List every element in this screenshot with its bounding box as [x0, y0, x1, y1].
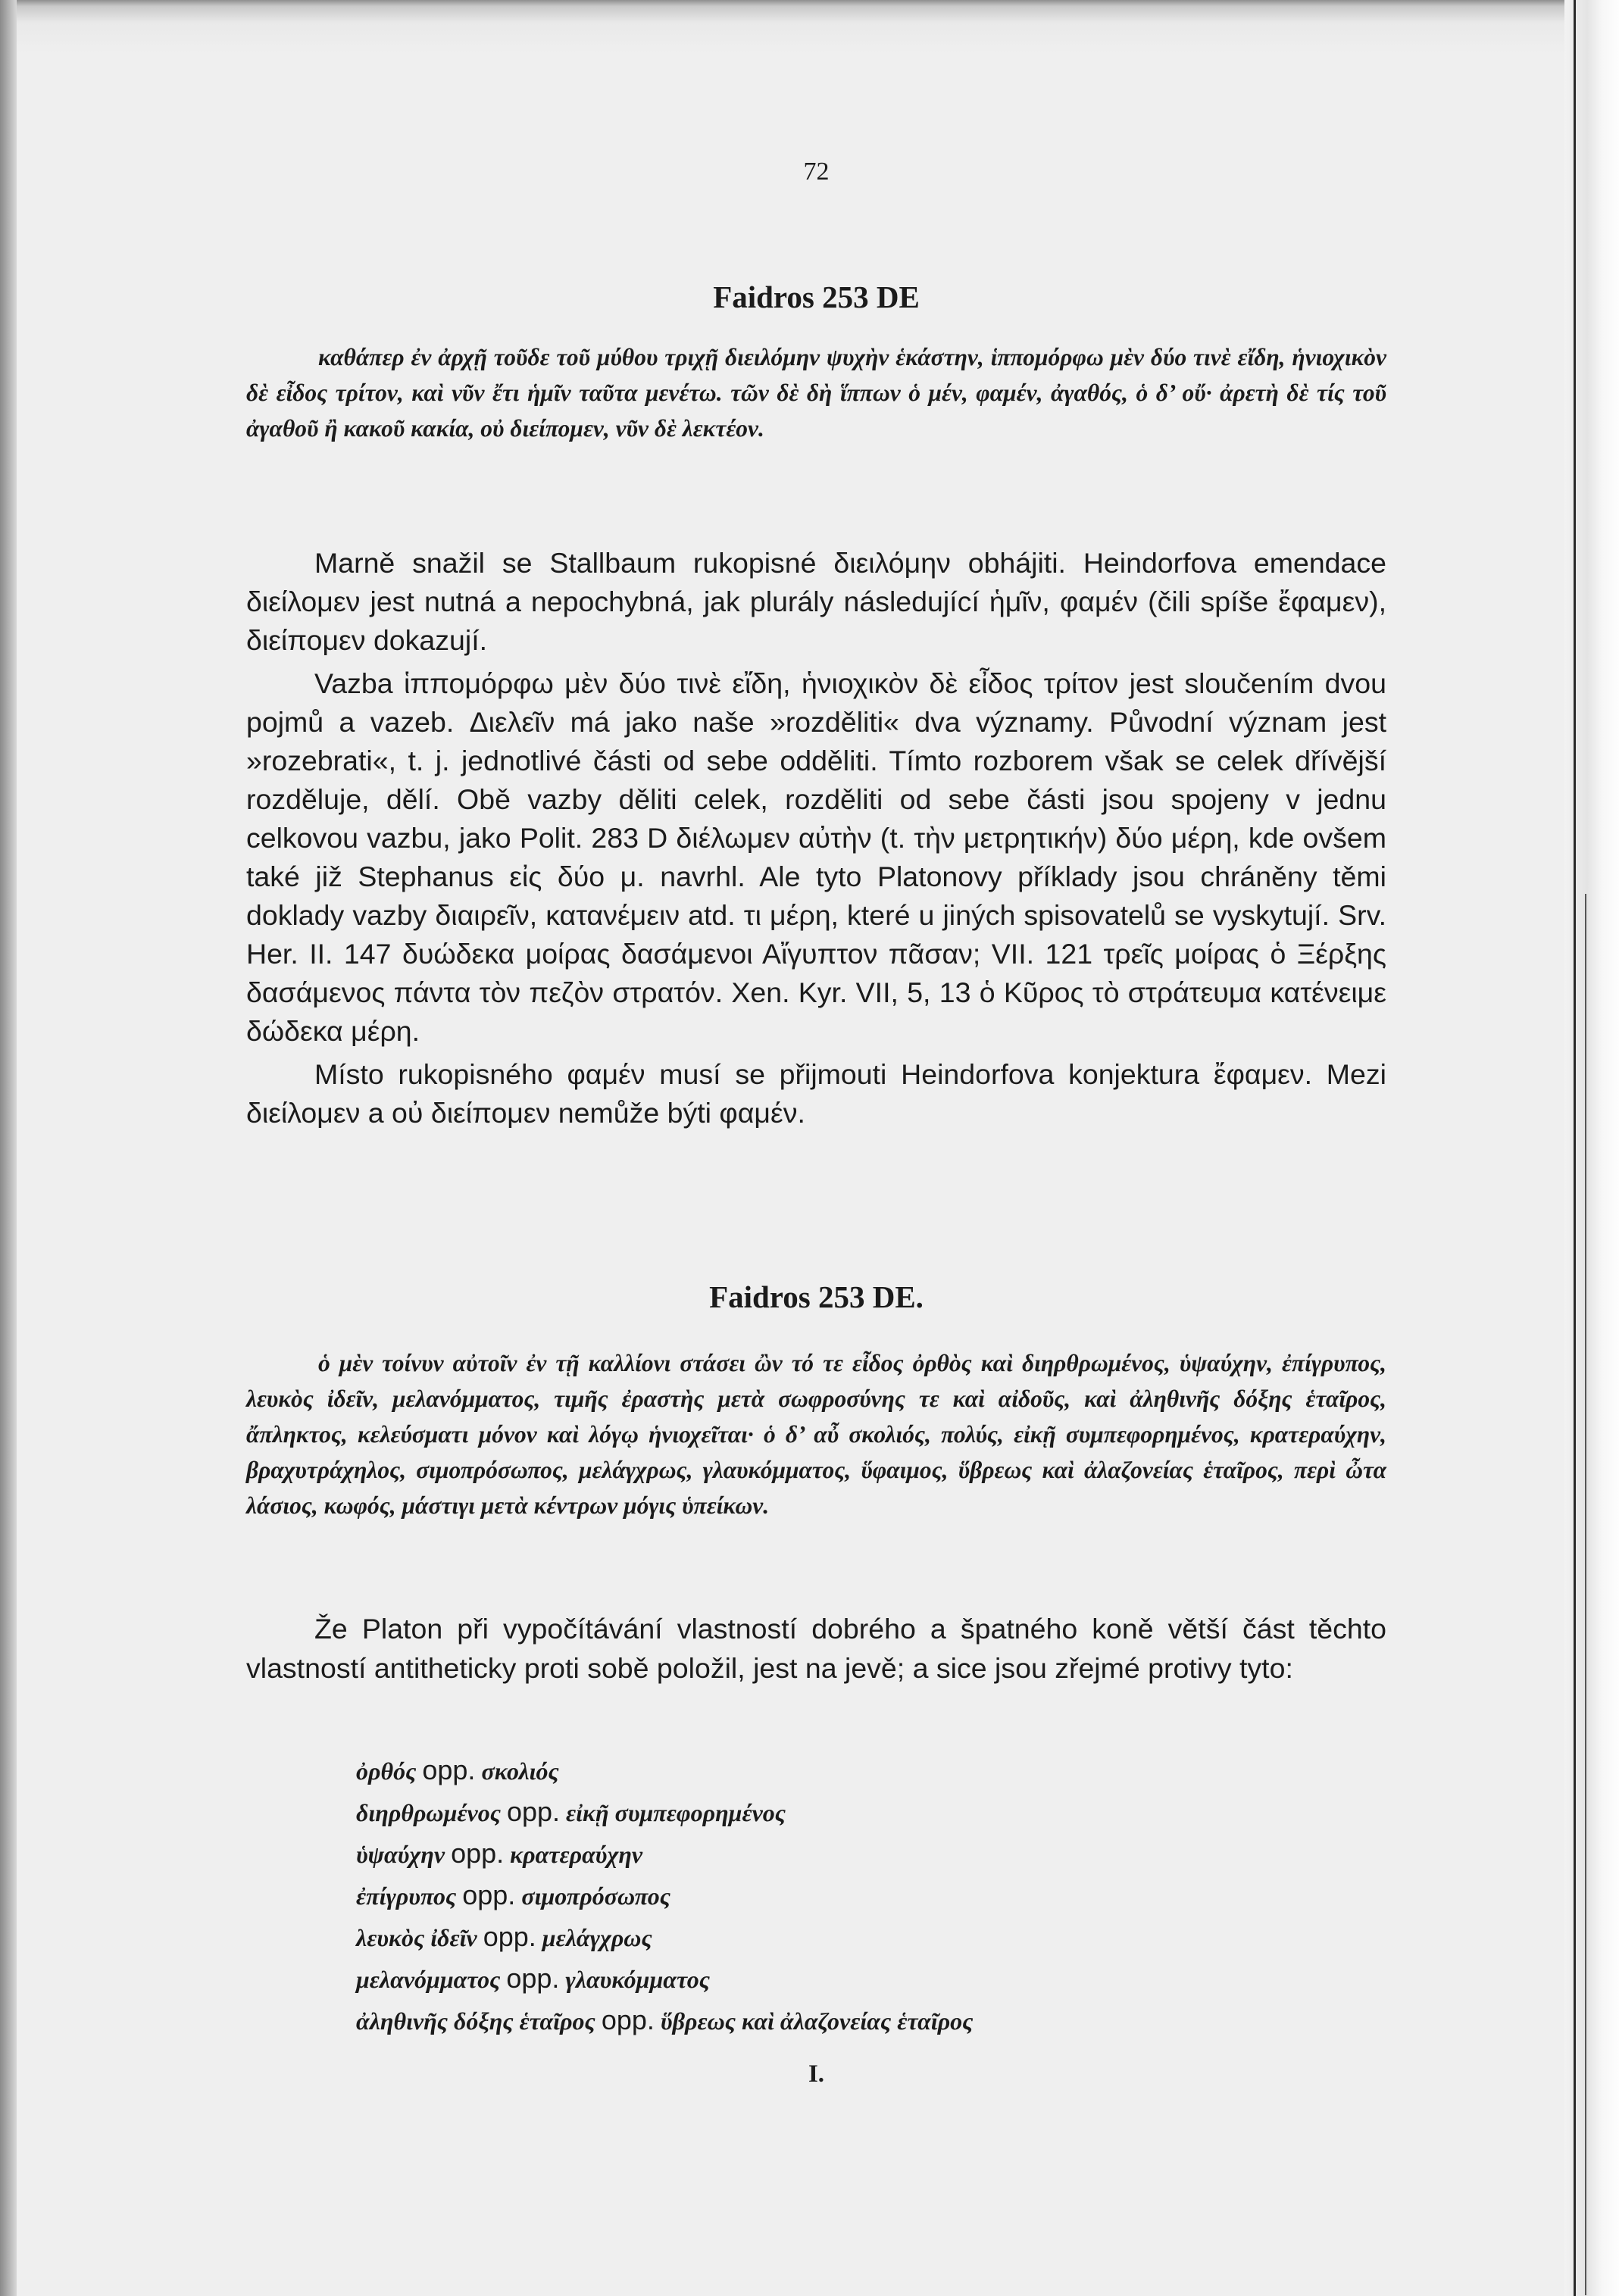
- scan-left-edge: [0, 0, 17, 2296]
- antithesis-left: μελανόμματος: [356, 1966, 501, 1993]
- antithesis-list: [356, 1750, 1341, 2041]
- antithesis-item: [356, 1833, 1341, 1875]
- page: [246, 0, 1386, 2296]
- antithesis-left: ὑψαύχην: [356, 1841, 445, 1868]
- antithesis-item: [356, 2000, 1341, 2041]
- antithesis-item: [356, 1916, 1341, 1958]
- antithesis-right: σκολιός: [481, 1757, 559, 1785]
- antithesis-right: ὕβρεως καὶ ἀλαζονείας ἑταῖρος: [660, 2007, 974, 2035]
- commentary-paragraph: Místo rukopisného φαμέν musí se přijmouti Heindorfova konjektura ἔφαμεν. Mezi διείλομεν a οὐ διείπομεν nemůže býti φαμέν.: [246, 1058, 1386, 1129]
- section-1-greek-quote: καθάπερ ἐν ἀρχῇ τοῦδε τοῦ μύθου τριχῇ διειλόμην ψυχὴν ἑκάστην, ἱππομόρφω μὲν δύο τινὲ εἴδη, ἡνιοχικὸν δὲ εἶδος τρίτον, καὶ νῦν ἔτι ἡμῖν ταῦτα μενέτω. τῶν δὲ δὴ ἵππων ὁ μέν, φαμέν, ἀγαθός, ὁ δ’ οὔ· ἀρετὴ δὲ τίς τοῦ ἀγαθοῦ ἢ κακοῦ κακία, οὐ διείπομεν, νῦν δὲ λεκτέον.: [246, 344, 1386, 442]
- antithesis-left: λευκὸς ἰδεῖν: [356, 1924, 477, 1951]
- scan-right-rule: [1574, 0, 1576, 2296]
- antithesis-right: σιμοπρόσωπος: [521, 1882, 670, 1910]
- scan-right-rule-secondary: [1585, 894, 1586, 2295]
- signature-mark: I.: [808, 2060, 825, 2088]
- section-2-heading: Faidros 253 DE.: [709, 1279, 924, 1314]
- opp-label: opp.: [422, 1754, 476, 1785]
- commentary-paragraph: Že Platon při vypočítávání vlastností dobrého a špatného koně větší část těchto vlastností antitheticky proti sobě položil, jest na jevě; a sice jsou zřejmé protivy tyto:: [246, 1613, 1386, 1684]
- opp-label: opp.: [451, 1838, 505, 1869]
- antithesis-right: κρατεραύχην: [510, 1841, 643, 1868]
- antithesis-item: [356, 1792, 1341, 1833]
- antithesis-left: ὀρθός: [356, 1757, 417, 1785]
- antithesis-right: μελάγχρως: [542, 1924, 652, 1951]
- opp-label: opp.: [506, 1963, 560, 1994]
- section-2-greek-quote: ὁ μὲν τοίνυν αὐτοῖν ἐν τῇ καλλίονι στάσει ὢν τό τε εἶδος ὀρθὸς καὶ διηρθρωμένος, ὑψαύχην, ἐπίγρυπος, λευκὸς ἰδεῖν, μελανόμματος, τιμῆς ἐραστὴς μετὰ σωφροσύνης τε καὶ αἰδοῦς, καὶ ἀληθινῆς δόξης ἑταῖρος, ἄπληκτος, κελεύσματι μόνον καὶ λόγῳ ἡνιοχεῖται· ὁ δ’ αὖ σκολιός, πολύς, εἰκῇ συμπεφορημένος, κρατεραύχην, βραχυτράχηλος, σιμοπρόσωπος, μελάγχρως, γλαυκόμματος, ὕφαιμος, ὕβρεως καὶ ἀλαζονείας ἑταῖρος, περὶ ὦτα λάσιος, κωφός, μάστιγι μετὰ κέντρων μόγις ὑπείκων.: [246, 1350, 1386, 1519]
- antithesis-item: [356, 1875, 1341, 1916]
- antithesis-item: [356, 1750, 1341, 1792]
- opp-label: opp.: [506, 1796, 561, 1827]
- antithesis-left: ἐπίγρυπος: [356, 1882, 457, 1910]
- section-1-heading: Faidros 253 DE: [713, 280, 920, 314]
- page-number: 72: [803, 158, 830, 186]
- antithesis-item: [356, 1958, 1341, 2000]
- antithesis-right: εἰκῇ συμπεφορημένος: [566, 1799, 786, 1826]
- antithesis-left: ἀληθινῆς δόξης ἑταῖρος: [356, 2007, 595, 2035]
- commentary-paragraph: Vazba ἱππομόρφω μὲν δύο τινὲ εἴδη, ἡνιοχικὸν δὲ εἶδος τρίτον jest sloučením dvou pojmů a vazeb. Διελεῖν má jako naše »rozděliti« dva významy. Původní význam jest »rozebrati«, t. j. jednotlivé části od sebe odděliti. Tímto rozborem však se celek dřívější rozděluje, dělí. Obě vazby děliti celek, rozděliti od sebe části jsou spojeny v jednu celkovou vazbu, jako Polit. 283 D διέλωμεν αὐτὴν (t. τὴν μετρητικήν) δύο μέρη, kde ovšem také již Stephanus εἰς δύο μ. navrhl. Ale tyto Platonovy příklady jsou chráněny těmi doklady vazby διαιρεῖν, κατανέμειν atd. τι μέρη, které u jiných spisovatelů se vyskytují. Srv. Her. II. 147 δυώδεκα μοίρας δασάμενοι Αἴγυπτον πᾶσαν; VII. 121 τρεῖς μοίρας ὁ Ξέρξης δασάμενος πάντα τὸν πεζὸν στρατόν. Xen. Kyr. VII, 5, 13 ὁ Κῦρος τὸ στράτευμα κατένειμε δώδεκα μέρη.: [246, 667, 1386, 1047]
- commentary-paragraph: Marně snažil se Stallbaum rukopisné διειλόμην obhájiti. Heindorfova emendace διείλομεν jest nutná a nepochybná, jak plurály následující ἡμῖν, φαμέν (čili spíše ἔφαμεν), διείπομεν dokazují.: [246, 547, 1386, 656]
- antithesis-left: διηρθρωμένος: [356, 1799, 501, 1826]
- scan-right-edge: [1564, 0, 1619, 2296]
- opp-label: opp.: [483, 1921, 536, 1952]
- section-2-commentary: [246, 1609, 1386, 1692]
- opp-label: opp.: [601, 2004, 655, 2035]
- antithesis-right: γλαυκόμματος: [565, 1966, 710, 1993]
- opp-label: opp.: [462, 1879, 516, 1910]
- section-1-commentary: [246, 544, 1386, 1137]
